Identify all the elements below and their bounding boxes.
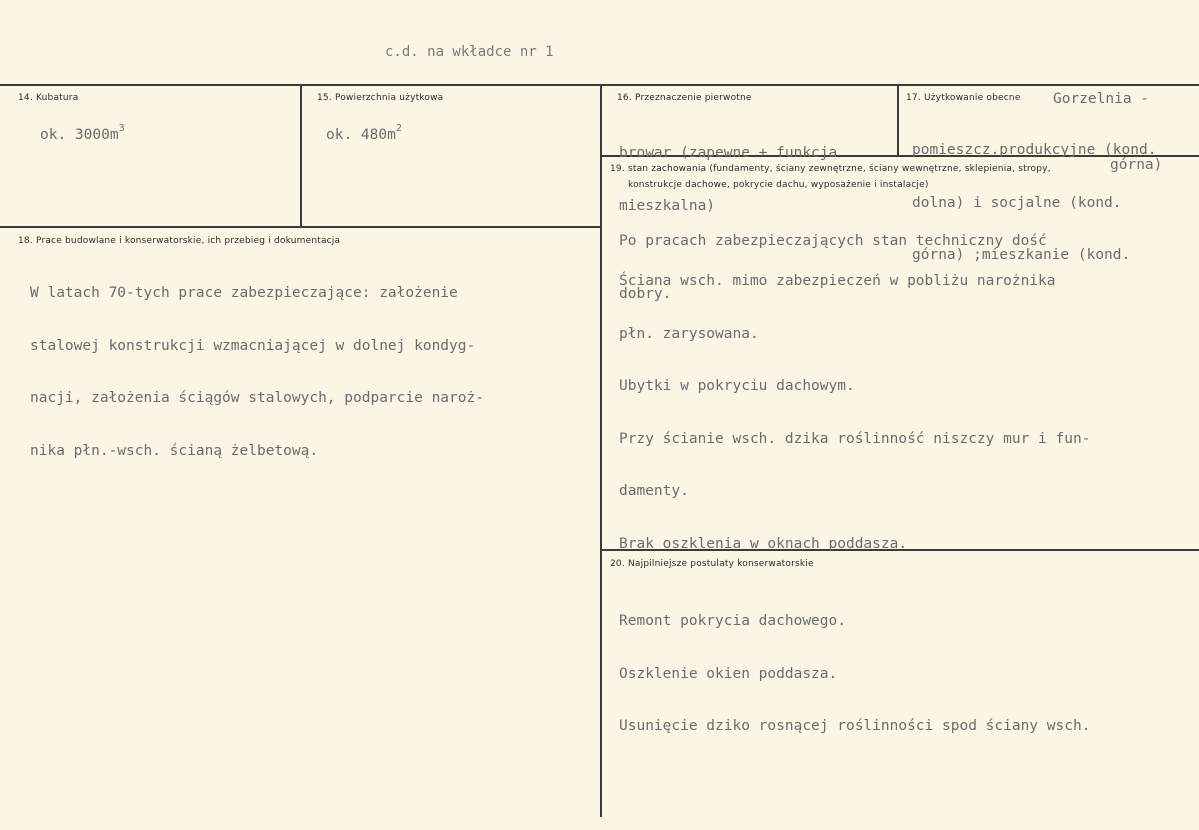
field-16-label: 16. Przeznaczenie pierwotne [617, 93, 752, 103]
field-17-overflow: górna) [1110, 157, 1163, 173]
field-19-para-2: Ściana wsch. mimo zabezpieczeń w pobliżu narożnika płn. zarysowana. Ubytki w pokryciu dachowym. Przy ścianie wsch. dzika roślinność niszczy mur i fun- damenty. Brak oszklenia w oknach poddasza. [619, 273, 1091, 552]
field-19-label-line-1: 19. stan zachowania (fundamenty, ściany zewnętrzne, ściany wewnętrzne, sklepienia, stropy, [610, 164, 1051, 174]
field-18-label: 18. Prace budowlane i konserwatorskie, ich przebieg i dokumentacja [18, 236, 341, 246]
divider-main-vertical [600, 85, 602, 817]
field-19-label-line-2: konstrukcje dachowe, pokrycie dachu, wyposażenie i instalacje) [628, 180, 929, 190]
field-17-value: pomieszcz.produkcyjne (kond. dolna) i socjalne (kond. górna) ;mieszkanie (kond. [912, 142, 1157, 263]
divider-14-15 [300, 85, 302, 228]
field-14-label: 14. Kubatura [18, 93, 79, 103]
continuation-note: c.d. na wkładce nr 1 [385, 44, 554, 60]
field-15-label: 15. Powierzchnia użytkowa [317, 93, 444, 103]
field-17-label: 17. Użytkowanie obecne [906, 93, 1021, 103]
field-18-value: W latach 70-tych prace zabezpieczające: założenie stalowej konstrukcji wzmacniającej w dolnej kondyg- nacji, założenia ściągów stalowych, podparcie naroż- nika płn.-wsch. ścianą żelbetową. [30, 285, 484, 459]
field-14-value: ok. $3000m^3$ [40, 123, 125, 143]
divider-16-17 [897, 85, 899, 156]
field-17-first-line: Gorzelnia - [1053, 91, 1150, 107]
field-20-label: 20. Najpilniejsze postulaty konserwatorskie [610, 559, 814, 569]
field-16-value: browar (zapewne + funkcja mieszkalna) [619, 145, 838, 214]
field-20-value: Remont pokrycia dachowego. Oszklenie okien poddasza. Usunięcie dziko rosnącej roślinności spod ściany wsch. [619, 613, 1091, 734]
field-19-para-1: Po pracach zabezpieczających stan techniczny dość dobry. [619, 233, 1047, 302]
field-15-value: ok. $480m^2$ [326, 123, 402, 143]
divider-14-18 [0, 226, 601, 228]
